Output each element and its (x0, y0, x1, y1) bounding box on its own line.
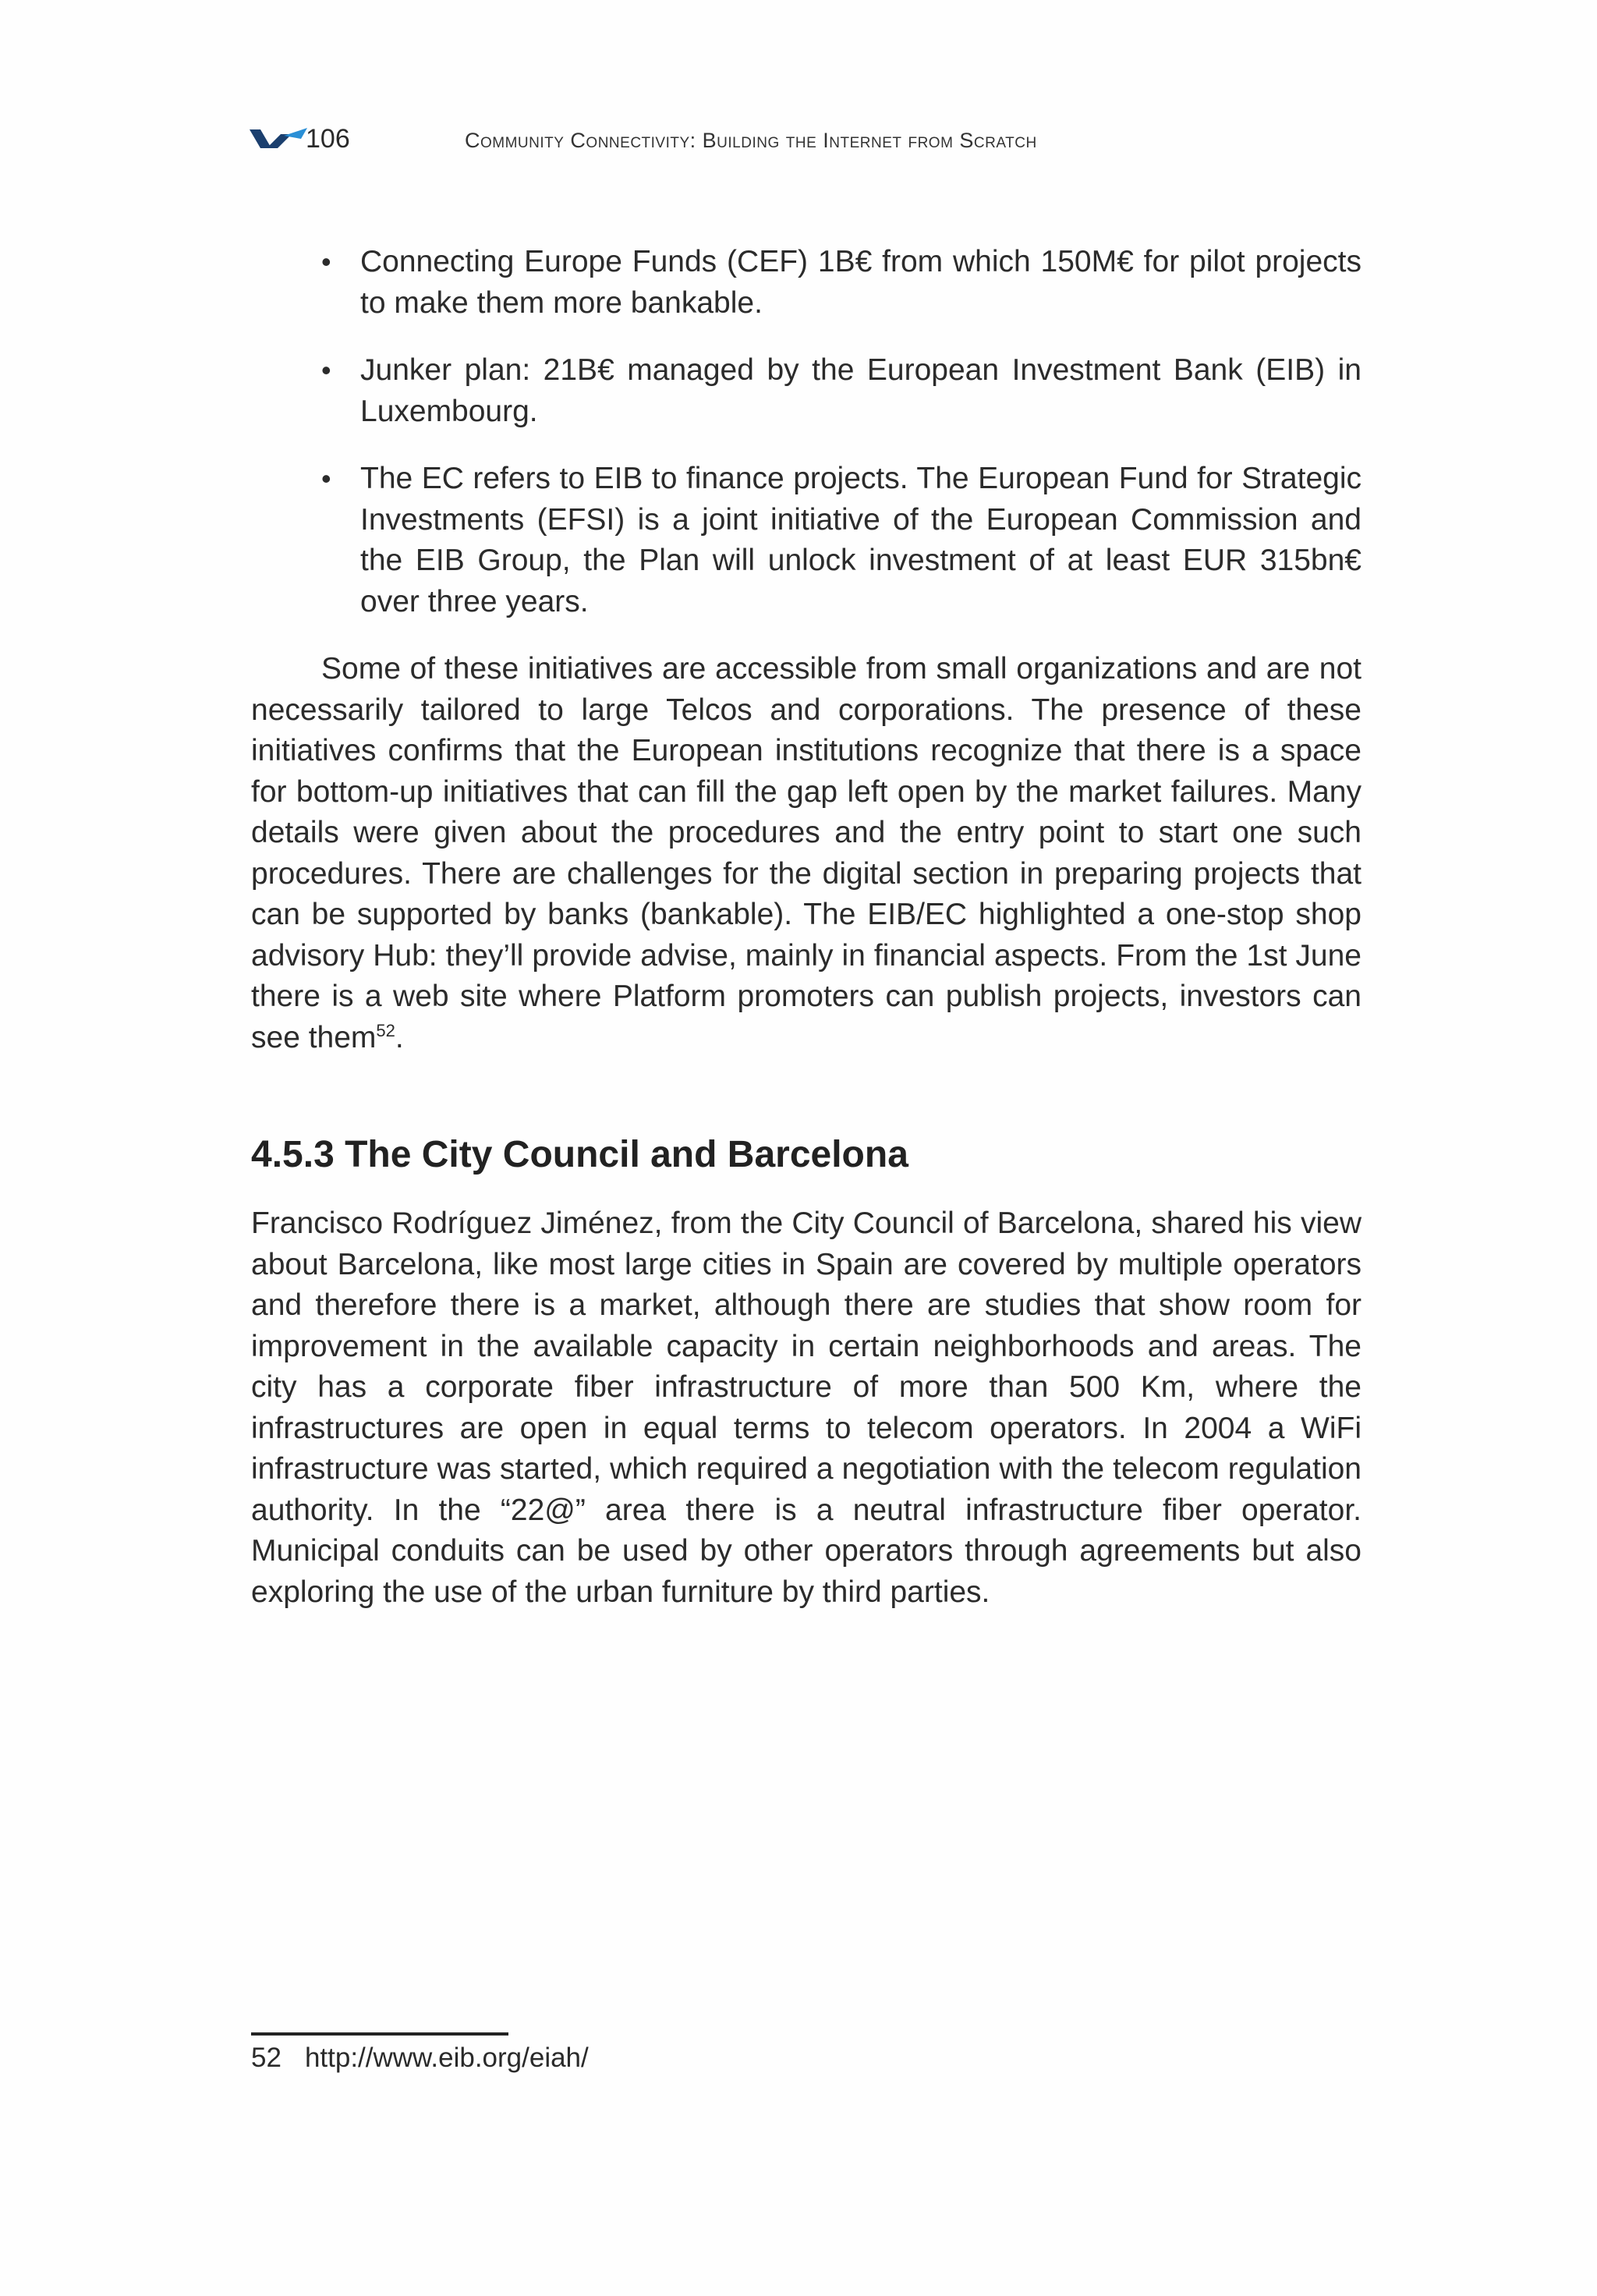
footnote-reference: 52 (376, 1020, 395, 1040)
body-paragraph (251, 649, 1362, 1058)
paragraph-text: Some of these initiatives are accessible from small organizations and are not necessarily tailored to large Telcos and corporations. The presence of these initiatives confirms that the European institutions recognize that there is a space for bottom-up initiatives that can fill the gap left open by the market failures. Many details were given about the procedures and the entry point to start one such procedures. There are challenges for the digital section in preparing projects that can be supported by banks (bankable). The EIB/EC highlighted a one-stop shop advisory Hub: they’ll provide advise, mainly in financial aspects. From the 1st June there is a web site where Platform promoters can publish projects, investors can see them (251, 652, 1362, 1054)
list-item (251, 242, 1362, 324)
footnote-divider (251, 2032, 508, 2036)
page-body (251, 242, 1362, 1613)
footnote-link[interactable]: http://www.eib.org/eiah/ (304, 2043, 589, 2073)
running-head: Community Connectivity: Building the Internet from Scratch (465, 129, 1037, 152)
list-item-text: Connecting Europe Funds (CEF) 1B€ from which 150M€ for pilot projects to make them more bankable. (360, 245, 1362, 320)
list-item-text: The EC refers to EIB to finance projects. The European Fund for Strategic Investments (EFSI) is a joint initiative of the European Commission and the EIB Group, the Plan will unlock investment of at least EUR 315bn€ over three years. (360, 462, 1362, 618)
page-header (250, 120, 1357, 158)
paragraph-end: . (395, 1020, 404, 1054)
section-paragraph: Francisco Rodríguez Jiménez, from the City Council of Barcelona, shared his view about Barcelona, like most large cities in Spain are covered by multiple operators and therefore there is a market, although there are studies that show room for improvement in the available capacity in certain neighborhoods and areas. The city has a corporate fiber infrastructure of more than 500 Km, where the infrastructures are open in equal terms to telecom operators. In 2004 a WiFi infrastructure was started, which required a negotiation with the telecom regulation authority. In the “22@” area there is a neutral infrastructure fiber operator. Municipal conduits can be used by other operators through agreements but also exploring the use of the urban furniture by third parties. (251, 1206, 1362, 1609)
list-item-text: Junker plan: 21B€ managed by the European Investment Bank (EIB) in Luxembourg. (360, 353, 1362, 428)
bullet-list (251, 242, 1362, 622)
bullet-icon: • (321, 462, 331, 494)
list-item (251, 350, 1362, 432)
publisher-logo-icon (250, 126, 307, 150)
footnote (251, 2039, 589, 2078)
list-item (251, 459, 1362, 622)
page-number: 106 (306, 124, 350, 154)
bullet-icon: • (321, 246, 331, 278)
bullet-icon: • (321, 354, 331, 386)
section-heading: 4.5.3 The City Council and Barcelona (251, 1134, 908, 1175)
footnote-number: 52 (251, 2043, 282, 2073)
